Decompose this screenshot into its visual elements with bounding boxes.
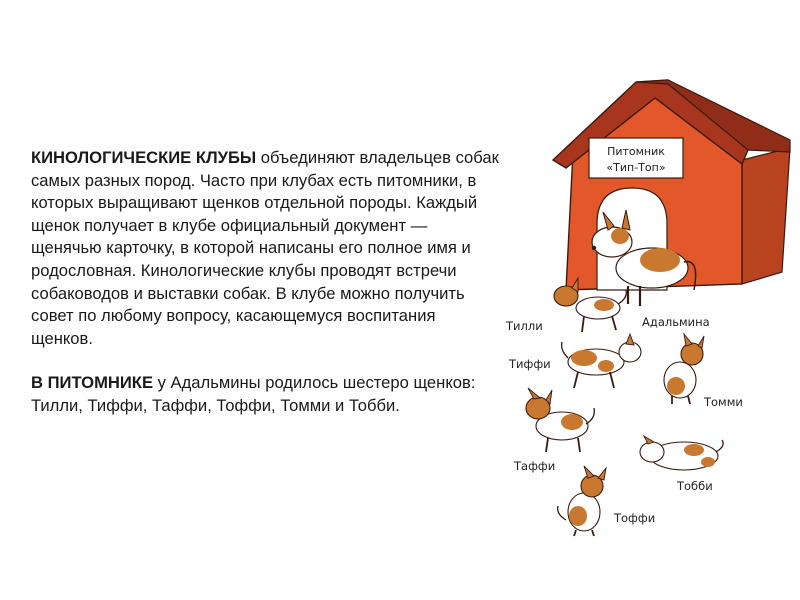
- puppy-tommi: [664, 334, 704, 404]
- label-tiffi: Тиффи: [509, 357, 551, 371]
- label-taffi: Таффи: [514, 459, 556, 473]
- paragraph-2-lead: В ПИТОМНИКЕ: [31, 373, 154, 393]
- label-tommi: Томми: [704, 395, 743, 409]
- label-tilli: Тилли: [506, 319, 543, 333]
- paragraph-1-text: объединяют владельцев собак самых разных пород. Часто при клубах есть питомники, в которых выращивают щенков отдельной породы. Каждый щенок получает в клубе официальный документ — щенячью карточку, в которой написаны его полное имя и родословная. Кинологические клубы проводят встречи собаководов и выставки собак. В клубе можно получить совет по любому вопросу, касающемуся воспитания щенков.: [31, 148, 499, 348]
- puppy-tobbi: [640, 436, 723, 470]
- kennel-sign-line-2: «Тип-Топ»: [606, 161, 666, 174]
- label-toffi: Тоффи: [614, 511, 656, 525]
- puppy-toffi: [558, 466, 606, 536]
- paragraph-2-text: у Адальмины родилось шестеро щенков: Тилли, Тиффи, Таффи, Тоффи, Томми и Тобби.: [31, 373, 476, 415]
- paragraph-1-lead: КИНОЛОГИЧЕСКИЕ КЛУБЫ: [31, 148, 257, 167]
- kennel-side-wall: [742, 148, 790, 284]
- label-adalmina: Адальмина: [642, 315, 710, 329]
- puppy-taffi: [526, 388, 594, 452]
- puppy-tiffi: [562, 334, 641, 388]
- kennel-sign-line-1: Питомник: [607, 145, 665, 158]
- label-tobbi: Тобби: [677, 479, 713, 493]
